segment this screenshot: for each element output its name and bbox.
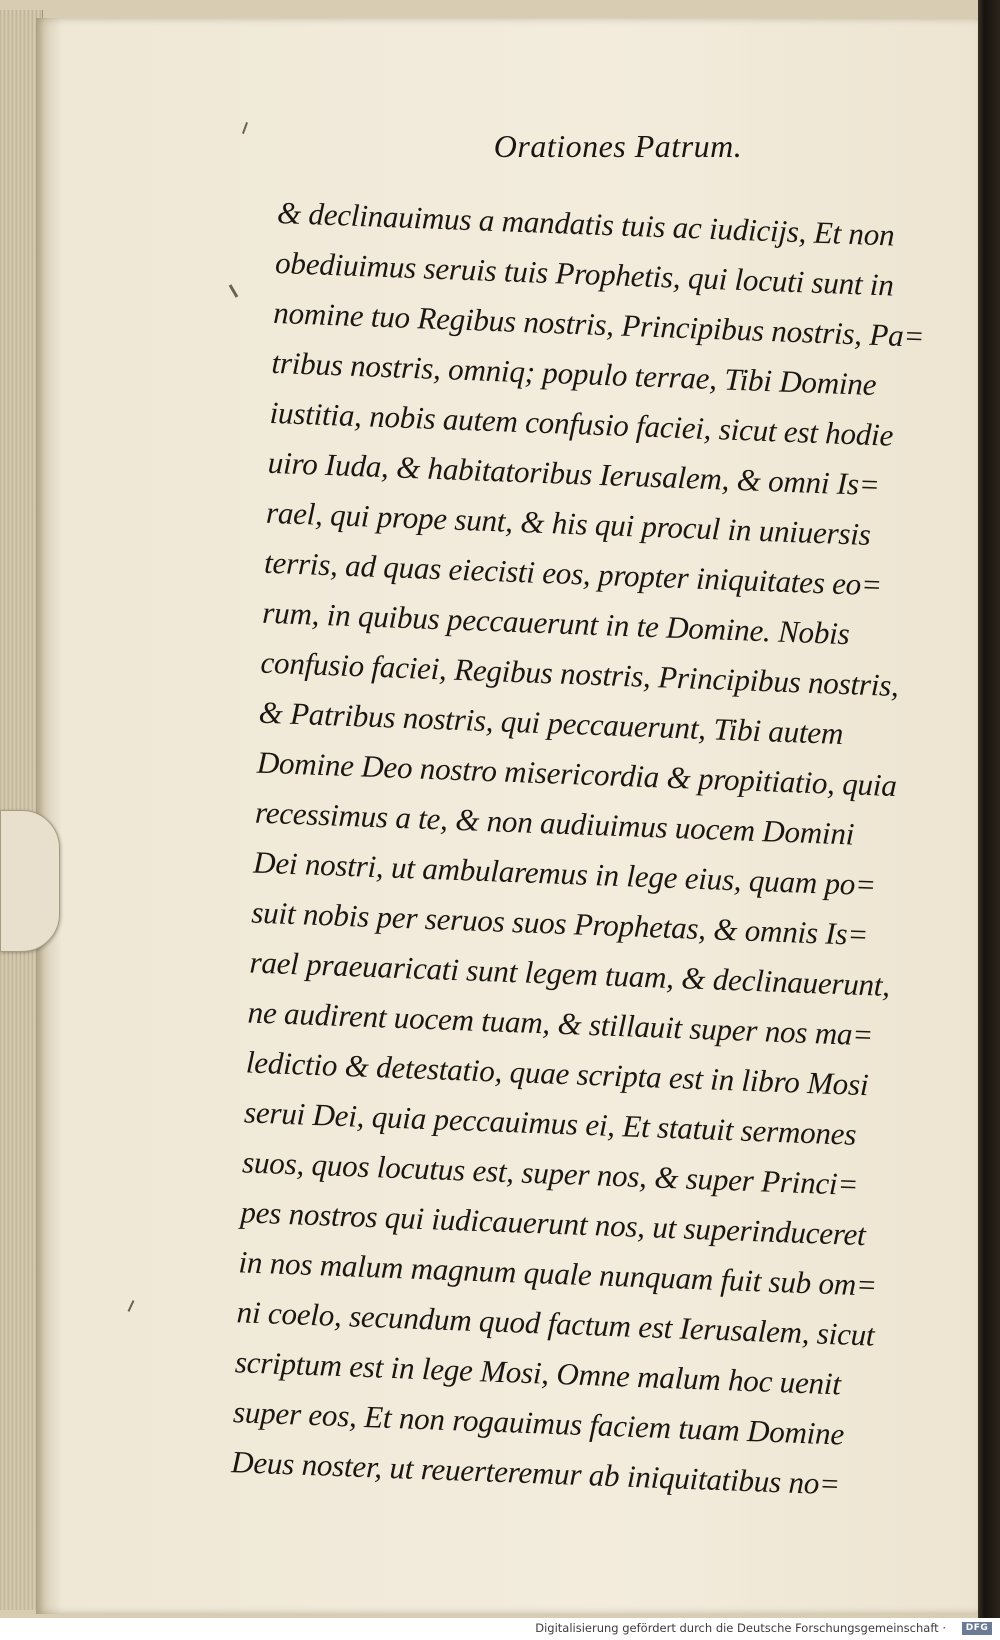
text-line: ne audirent uocem tuam, & stillauit super nos ma= xyxy=(247,994,874,1053)
text-line: Dei nostri, ut ambularemus in lege eius, quam po= xyxy=(252,844,877,903)
running-header xyxy=(0,128,1000,165)
text-line: rum, in quibus peccauerunt in te Domine. Nobis xyxy=(261,594,851,652)
text-line: & declinauimus a mandatis tuis ac iudicijs, Et non xyxy=(276,194,896,253)
text-line: recessimus a te, & non audiuimus uocem Domini xyxy=(254,794,855,852)
text-line: confusio faciei, Regibus nostris, Principibus nostris, xyxy=(259,644,900,704)
text-line: rael, qui prope sunt, & his qui procul in uniuersis xyxy=(265,494,872,552)
running-header-text: Orationes Patrum. xyxy=(493,128,743,164)
text-line: uiro Iuda, & habitatoribus Ierusalem, & omni Is= xyxy=(267,444,881,503)
page-clip xyxy=(0,810,60,952)
text-line: & Patribus nostris, qui peccauerunt, Tibi autem xyxy=(258,694,844,752)
text-line: iustitia, nobis autem confusio faciei, sicut est hodie xyxy=(269,394,894,453)
binding-shadow xyxy=(978,0,1000,1618)
dfg-logo: DFG xyxy=(962,1622,992,1635)
text-line: super eos, Et non rogauimus faciem tuam Domine xyxy=(232,1394,845,1452)
text-line: nomine tuo Regibus nostris, Principibus nostris, Pa= xyxy=(272,294,925,354)
text-line: obediuimus seruis tuis Prophetis, qui locuti sunt in xyxy=(274,244,895,303)
text-line: terris, ad quas eiecisti eos, propter iniquitates eo= xyxy=(263,544,883,603)
text-line: suos, quos locutus est, super nos, & super Princi= xyxy=(241,1144,859,1202)
funding-credit: Digitalisierung gefördert durch die Deutsche Forschungsgemeinschaft · xyxy=(535,1621,946,1635)
text-line: ledictio & detestatio, quae scripta est in libro Mosi xyxy=(245,1044,870,1103)
text-line: ni coelo, secundum quod factum est Ierusalem, sicut xyxy=(236,1294,876,1353)
text-line: suit nobis per seruos suos Prophetas, & omnis Is= xyxy=(250,894,869,953)
text-line: scriptum est in lege Mosi, Omne malum hoc uenit xyxy=(234,1344,842,1402)
text-line: serui Dei, quia peccauimus ei, Et statuit sermones xyxy=(243,1094,857,1152)
text-line: Domine Deo nostro misericordia & propitiatio, quia xyxy=(256,744,898,804)
text-line: Deus noster, ut reuerteremur ab iniquitatibus no= xyxy=(230,1444,841,1502)
body-text xyxy=(230,188,957,1512)
text-line: pes nostros qui iudicauerunt nos, ut superinduceret xyxy=(239,1194,867,1253)
text-line: in nos malum magnum quale nunquam fuit sub om= xyxy=(237,1244,878,1303)
text-line: tribus nostris, omniq; populo terrae, Tibi Domine xyxy=(270,344,877,403)
text-line: rael praeuaricati sunt legem tuam, & declinauerunt, xyxy=(248,944,891,1003)
